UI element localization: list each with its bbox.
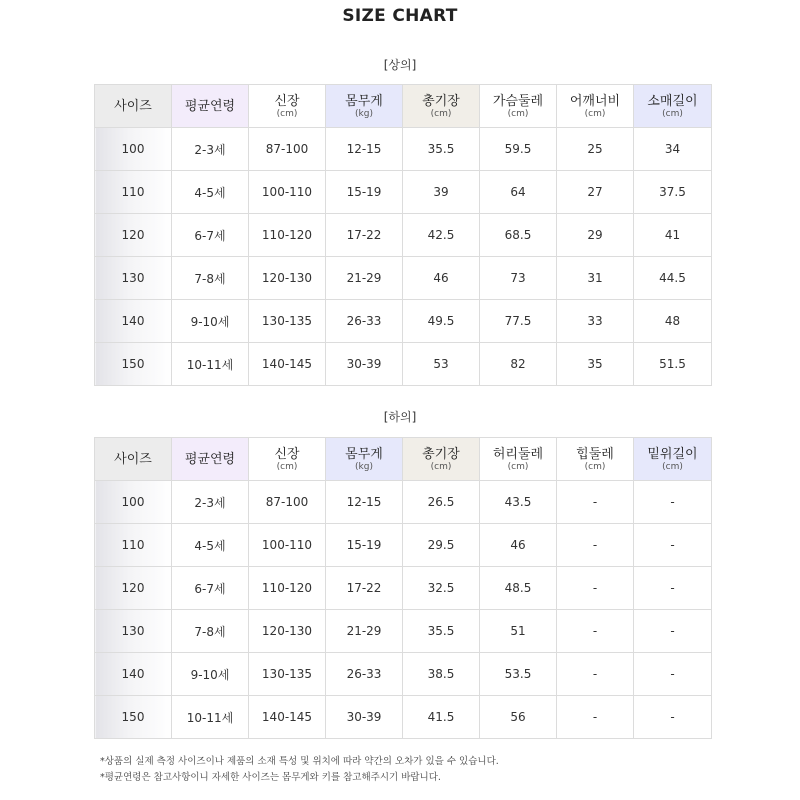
shoulder-cell: 25 xyxy=(557,128,634,171)
total-length-cell: 35.5 xyxy=(403,128,480,171)
header-chest xyxy=(480,85,557,128)
header-height xyxy=(249,85,326,128)
header-label: 신장 xyxy=(274,93,300,109)
weight-cell: 15-19 xyxy=(326,171,403,214)
hip-cell: - xyxy=(557,524,634,567)
waist-cell: 48.5 xyxy=(480,567,557,610)
size-cell: 120 xyxy=(95,214,172,257)
header-unit: (cm) xyxy=(507,108,529,119)
weight-cell: 26-33 xyxy=(326,653,403,696)
chest-cell: 68.5 xyxy=(480,214,557,257)
header-total-length xyxy=(403,438,480,481)
weight-cell: 26-33 xyxy=(326,300,403,343)
total-length-cell: 29.5 xyxy=(403,524,480,567)
rise-cell: - xyxy=(634,567,712,610)
weight-cell: 30-39 xyxy=(326,343,403,386)
header-unit: (cm) xyxy=(507,461,529,472)
header-label: 어깨너비 xyxy=(569,93,621,109)
note-line: *상품의 실제 측정 사이즈이나 제품의 소재 특성 및 위치에 따라 약간의 오차가 있을 수 있습니다. xyxy=(100,756,499,767)
header-unit: (cm) xyxy=(662,108,683,119)
weight-cell: 17-22 xyxy=(326,567,403,610)
hip-cell: - xyxy=(557,696,634,739)
weight-cell: 12-15 xyxy=(326,128,403,171)
chest-cell: 77.5 xyxy=(480,300,557,343)
top-size-table xyxy=(94,84,712,386)
total-length-cell: 35.5 xyxy=(403,610,480,653)
header-hip xyxy=(557,438,634,481)
age-cell: 6-7세 xyxy=(172,214,249,257)
header-rise xyxy=(634,438,712,481)
waist-cell: 53.5 xyxy=(480,653,557,696)
sleeve-cell: 44.5 xyxy=(634,257,712,300)
header-unit: (cm) xyxy=(276,108,298,119)
age-cell: 2-3세 xyxy=(172,128,249,171)
table-row xyxy=(95,343,712,386)
header-label: 가슴둘레 xyxy=(492,93,544,109)
header-shoulder xyxy=(557,85,634,128)
age-cell: 6-7세 xyxy=(172,567,249,610)
bottom-size-table xyxy=(94,437,712,739)
notes xyxy=(100,754,499,786)
size-cell: 140 xyxy=(95,300,172,343)
header-label: 평균연령 xyxy=(184,451,236,467)
header-label: 힙둘레 xyxy=(576,446,614,462)
header-waist xyxy=(480,438,557,481)
table-row xyxy=(95,171,712,214)
table-row xyxy=(95,300,712,343)
height-cell: 120-130 xyxy=(249,610,326,653)
table-row xyxy=(95,610,712,653)
shoulder-cell: 27 xyxy=(557,171,634,214)
total-length-cell: 26.5 xyxy=(403,481,480,524)
hip-cell: - xyxy=(557,610,634,653)
table-row xyxy=(95,128,712,171)
table-header-row xyxy=(95,85,712,128)
header-label: 사이즈 xyxy=(114,98,152,114)
hip-cell: - xyxy=(557,567,634,610)
header-label: 허리둘레 xyxy=(492,446,544,462)
height-cell: 110-120 xyxy=(249,214,326,257)
sleeve-cell: 37.5 xyxy=(634,171,712,214)
table-row xyxy=(95,481,712,524)
header-weight xyxy=(326,438,403,481)
table-row xyxy=(95,696,712,739)
header-total-length xyxy=(403,85,480,128)
top-section-label: [상의] xyxy=(383,58,417,72)
size-cell: 130 xyxy=(95,610,172,653)
sleeve-cell: 41 xyxy=(634,214,712,257)
total-length-cell: 46 xyxy=(403,257,480,300)
shoulder-cell: 35 xyxy=(557,343,634,386)
size-cell: 130 xyxy=(95,257,172,300)
chest-cell: 73 xyxy=(480,257,557,300)
size-cell: 100 xyxy=(95,128,172,171)
table-row xyxy=(95,653,712,696)
hip-cell: - xyxy=(557,653,634,696)
age-cell: 2-3세 xyxy=(172,481,249,524)
table-row xyxy=(95,214,712,257)
size-cell: 150 xyxy=(95,696,172,739)
total-length-cell: 32.5 xyxy=(403,567,480,610)
rise-cell: - xyxy=(634,696,712,739)
waist-cell: 43.5 xyxy=(480,481,557,524)
header-unit: (cm) xyxy=(276,461,298,472)
header-unit: (cm) xyxy=(662,461,683,472)
rise-cell: - xyxy=(634,653,712,696)
weight-cell: 17-22 xyxy=(326,214,403,257)
total-length-cell: 53 xyxy=(403,343,480,386)
header-label: 총기장 xyxy=(422,93,460,109)
height-cell: 87-100 xyxy=(249,481,326,524)
total-length-cell: 41.5 xyxy=(403,696,480,739)
header-unit: (cm) xyxy=(430,108,452,119)
age-cell: 9-10세 xyxy=(172,300,249,343)
shoulder-cell: 31 xyxy=(557,257,634,300)
age-cell: 9-10세 xyxy=(172,653,249,696)
age-cell: 10-11세 xyxy=(172,343,249,386)
header-label: 몸무게 xyxy=(345,446,383,462)
height-cell: 110-120 xyxy=(249,567,326,610)
height-cell: 130-135 xyxy=(249,300,326,343)
hip-cell: - xyxy=(557,481,634,524)
header-size xyxy=(95,85,172,128)
table-row xyxy=(95,567,712,610)
age-cell: 4-5세 xyxy=(172,524,249,567)
header-label: 밑위길이 xyxy=(647,446,698,462)
header-weight xyxy=(326,85,403,128)
rise-cell: - xyxy=(634,610,712,653)
rise-cell: - xyxy=(634,524,712,567)
table-header-row xyxy=(95,438,712,481)
rise-cell: - xyxy=(634,481,712,524)
header-age xyxy=(172,438,249,481)
sleeve-cell: 34 xyxy=(634,128,712,171)
size-cell: 110 xyxy=(95,171,172,214)
header-sleeve xyxy=(634,85,712,128)
header-unit: (cm) xyxy=(430,461,452,472)
weight-cell: 12-15 xyxy=(326,481,403,524)
size-cell: 120 xyxy=(95,567,172,610)
header-label: 총기장 xyxy=(422,446,460,462)
total-length-cell: 39 xyxy=(403,171,480,214)
height-cell: 100-110 xyxy=(249,171,326,214)
sleeve-cell: 51.5 xyxy=(634,343,712,386)
bottom-section-label: [하의] xyxy=(383,410,417,424)
total-length-cell: 38.5 xyxy=(403,653,480,696)
weight-cell: 30-39 xyxy=(326,696,403,739)
age-cell: 7-8세 xyxy=(172,610,249,653)
header-label: 몸무게 xyxy=(345,93,383,109)
header-label: 신장 xyxy=(274,446,300,462)
chest-cell: 82 xyxy=(480,343,557,386)
age-cell: 7-8세 xyxy=(172,257,249,300)
size-cell: 140 xyxy=(95,653,172,696)
header-height xyxy=(249,438,326,481)
height-cell: 120-130 xyxy=(249,257,326,300)
waist-cell: 56 xyxy=(480,696,557,739)
total-length-cell: 42.5 xyxy=(403,214,480,257)
chest-cell: 64 xyxy=(480,171,557,214)
waist-cell: 51 xyxy=(480,610,557,653)
header-label: 사이즈 xyxy=(114,451,152,467)
header-unit: (cm) xyxy=(584,461,606,472)
height-cell: 87-100 xyxy=(249,128,326,171)
waist-cell: 46 xyxy=(480,524,557,567)
header-label: 소매길이 xyxy=(647,93,698,109)
total-length-cell: 49.5 xyxy=(403,300,480,343)
size-cell: 100 xyxy=(95,481,172,524)
sleeve-cell: 48 xyxy=(634,300,712,343)
note-line: *평균연령은 참고사항이니 자세한 사이즈는 몸무게와 키를 참고해주시기 바랍니다. xyxy=(100,772,441,783)
weight-cell: 21-29 xyxy=(326,257,403,300)
table-row xyxy=(95,524,712,567)
size-cell: 110 xyxy=(95,524,172,567)
shoulder-cell: 29 xyxy=(557,214,634,257)
shoulder-cell: 33 xyxy=(557,300,634,343)
weight-cell: 15-19 xyxy=(326,524,403,567)
height-cell: 130-135 xyxy=(249,653,326,696)
height-cell: 140-145 xyxy=(249,343,326,386)
weight-cell: 21-29 xyxy=(326,610,403,653)
header-unit: (kg) xyxy=(355,461,373,472)
header-age xyxy=(172,85,249,128)
page-title: SIZE CHART xyxy=(342,6,458,26)
header-label: 평균연령 xyxy=(184,98,236,114)
height-cell: 140-145 xyxy=(249,696,326,739)
header-size xyxy=(95,438,172,481)
height-cell: 100-110 xyxy=(249,524,326,567)
header-unit: (kg) xyxy=(355,108,373,119)
size-cell: 150 xyxy=(95,343,172,386)
table-row xyxy=(95,257,712,300)
age-cell: 4-5세 xyxy=(172,171,249,214)
header-unit: (cm) xyxy=(584,108,606,119)
age-cell: 10-11세 xyxy=(172,696,249,739)
chest-cell: 59.5 xyxy=(480,128,557,171)
